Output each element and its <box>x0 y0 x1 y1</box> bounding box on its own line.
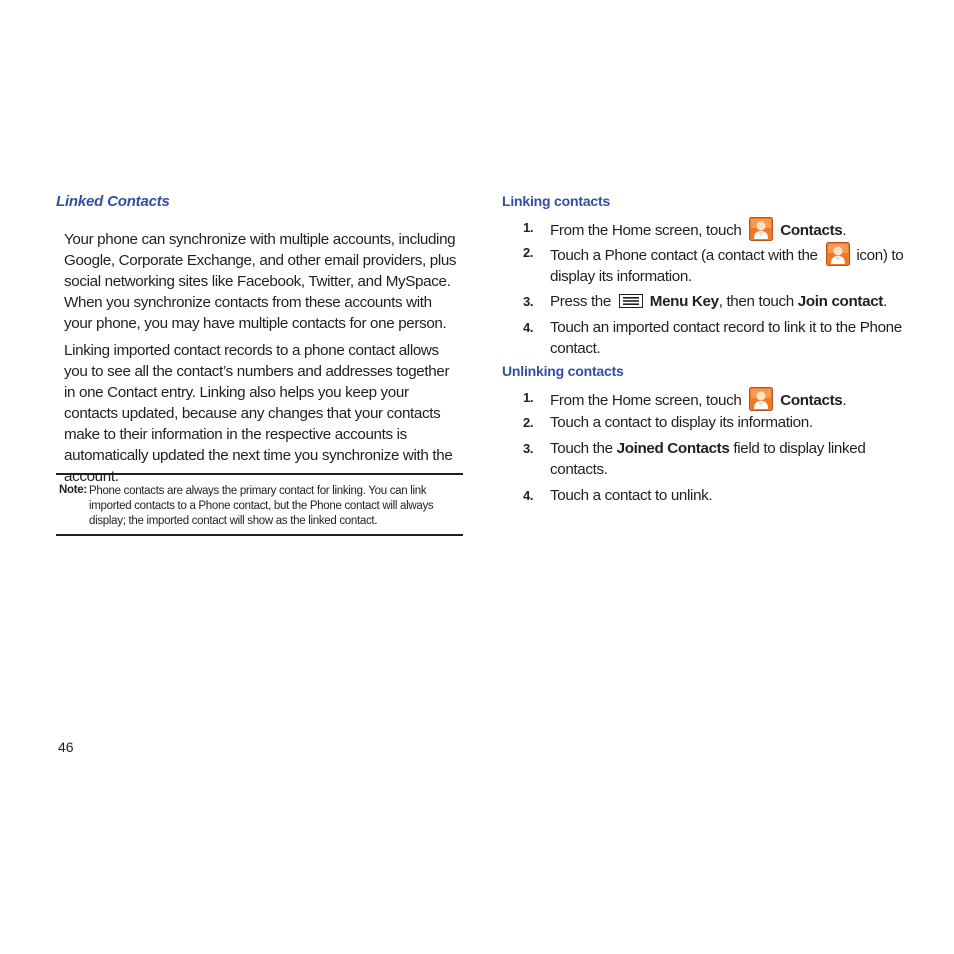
step-text: Touch a contact to display its information. <box>550 414 813 431</box>
step-text: Touch a contact to unlink. <box>550 487 713 504</box>
step-text-end: icon) to display its information. <box>550 247 904 285</box>
step-bold: Contacts <box>780 392 843 409</box>
unlinking-step-4 <box>502 485 912 506</box>
intro-paragraph: Your phone can synchronize with multiple accounts, including Google, Corporate Exchange, and other email providers, plus social networking sites like Facebook, Twitter, and MySpace. When you synchronize contacts from these accounts with your phone, you may have multiple contacts for one person. <box>64 231 457 332</box>
unlinking-step-1 <box>502 385 912 412</box>
step-number: 2. <box>523 415 534 430</box>
unlinking-step-2 <box>502 412 912 433</box>
note-text: Phone contacts are always the primary contact for linking. You can link imported contacts to a Phone contact, but the Phone contact will always display; the imported contact will show as the linked contact. <box>89 485 434 527</box>
page-number: 46 <box>58 739 74 755</box>
linking-step-1 <box>502 215 912 242</box>
linking-steps <box>502 215 912 359</box>
step-bold-menu-key: Menu Key <box>649 293 719 310</box>
step-text: From the Home screen, touch <box>550 392 742 409</box>
right-column <box>502 193 912 506</box>
step-text-end: . <box>842 222 847 239</box>
step-number: 3. <box>523 294 534 309</box>
sub-heading-linking-contacts: Linking contacts <box>502 193 611 209</box>
contacts-app-icon <box>749 387 773 411</box>
step-text-end: . <box>842 392 847 409</box>
step-text-end: . <box>883 293 887 310</box>
step-text: Touch the <box>550 440 613 457</box>
sub-heading-unlinking-contacts: Unlinking contacts <box>502 363 624 379</box>
linking-step-4 <box>502 317 912 359</box>
step-number: 4. <box>523 488 534 503</box>
step-text: Touch a Phone contact (a contact with the <box>550 247 818 264</box>
phone-contact-icon <box>826 242 850 266</box>
unlinking-steps <box>502 385 912 506</box>
linking-step-2 <box>502 242 912 287</box>
section-heading-linked-contacts: Linked Contacts <box>56 193 170 210</box>
step-number: 1. <box>523 390 534 405</box>
note-label: Note: <box>59 484 87 496</box>
contacts-app-icon <box>749 217 773 241</box>
step-text-end: field to display linked contacts. <box>550 440 866 478</box>
left-column <box>56 193 463 487</box>
step-number: 2. <box>523 245 534 260</box>
step-number: 3. <box>523 441 534 456</box>
step-number: 4. <box>523 320 534 335</box>
unlinking-step-3 <box>502 438 912 480</box>
note-box <box>56 473 463 536</box>
linking-step-3 <box>502 291 912 312</box>
step-text: Touch an imported contact record to link it to the Phone contact. <box>550 319 902 357</box>
step-bold: Contacts <box>780 222 843 239</box>
step-bold-join-contact: Join contact <box>797 293 883 310</box>
step-text-mid: , then touch <box>718 293 794 310</box>
menu-key-icon <box>619 294 643 308</box>
linking-paragraph: Linking imported contact records to a phone contact allows you to see all the contact’s numbers and addresses together in one Contact entry. Linking also helps you keep your contacts updated, because any changes that your contacts make to their information in the respective accounts is automatically updated the next time you synchronize with the account. <box>64 342 453 485</box>
step-number: 1. <box>523 220 534 235</box>
step-bold-joined-contacts: Joined Contacts <box>616 440 730 457</box>
step-text: Press the <box>550 293 612 310</box>
step-text: From the Home screen, touch <box>550 222 742 239</box>
